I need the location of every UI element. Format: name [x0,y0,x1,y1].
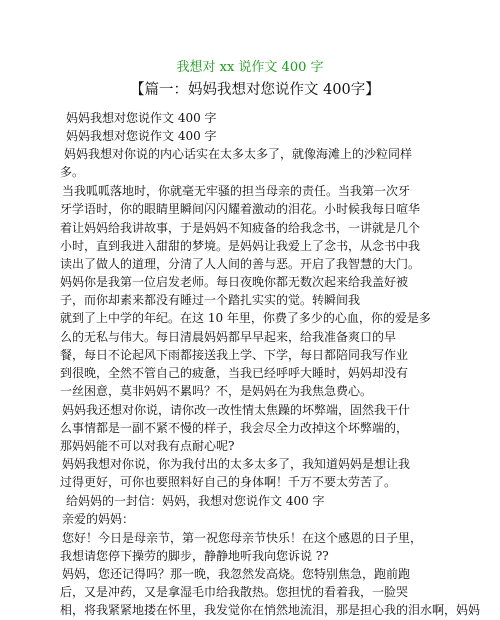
text-line: 牙学语时，你的眼睛里瞬间闪闪耀着激动的泪花。小时候我每日喧华 [60,202,421,216]
text-line: 妈妈，您还记得吗？那一晚，我忽然发高烧。您特别焦急，跑前跑 [62,567,411,581]
document-title: 我想对 xx 说作文 400 字 [176,60,324,75]
text-line: 到很晚，全然不管自己的疲惫，当我已经呼呼大睡时，妈妈却没有 [60,366,409,380]
text-line: 给妈妈的一封信：妈妈，我想对您说作文 400 字 [66,494,325,508]
text-line: 您好！今日是母亲节，第一祝您母亲节快乐！在这个感恩的日子里， [62,531,423,545]
text-line: 小时，直到我进入甜甜的梦境。是妈妈让我爱上了念书，从念书中我 [60,239,421,253]
text-line: 妈妈你是我第一位启发老师。每日夜晚你都无数次起来给我盖好被 [60,275,409,289]
text-line: 读出了做人的道理，分清了人人间的善与恶。开启了我智慧的大门。 [60,257,421,271]
text-line: 妈妈我想对你说的内心话实在太多太多了，就像海滩上的沙粒同样 [64,147,413,161]
text-line: 相，将我紧紧地搂在怀里，我发觉你在悄然地流泪，那是担心我的泪水啊，妈妈 [60,603,481,617]
text-line: 妈妈我还想对你说，请你改一改性情太焦躁的坏弊端，固然我干什 [62,403,411,417]
text-line: 后，又是冲药，又是拿湿毛巾给我散热。您担忧的看着我，一脸哭 [60,585,409,599]
text-line: 那妈妈能不可以对我有点耐心呢? [60,439,235,453]
section-heading: 【篇一：妈妈我想对您说作文 400字】 [130,82,380,98]
text-line: 当我呱呱落地时，你就毫无牢骚的担当母亲的责任。当我第一次牙 [62,184,411,198]
text-line: 妈妈我想对您说作文 400 字 [66,111,217,125]
text-line: 着让妈妈给我讲故事，于是妈妈不知疲备的给我念书，一讲就是几个 [60,221,421,235]
text-line: 餐，每日不论起风下雨都接送我上学、下学，每日都陪同我写作业 [60,348,409,362]
text-line: 妈妈我想对你说，你为我付出的太多太多了，我知道妈妈是想让我 [62,457,411,471]
text-line: 就到了上中学的年纪。在这 10 年里，你费了多少的心血，你的爱是多 [60,311,431,325]
text-line: 一丝困意，莫非妈妈不累吗？不，是妈妈在为我焦急费心。 [60,384,373,398]
text-line: 我想请您停下操劳的脚步，静静地听我向您诉说 ?? [60,549,329,563]
text-line: 多。 [60,165,85,179]
text-line: 么的无私与伟大。每日清晨妈妈都早早起来，给我准备爽口的早 [60,330,397,344]
text-line: 妈妈我想对您说作文 400 字 [66,129,217,143]
text-line: 过得更好，可你也要照料好自己的身体啊！千万不要太劳苦了。 [60,475,397,489]
text-line: 么事情都是一副不紧不慢的样子，我会尽全力改掉这个坏弊端的， [60,421,409,435]
text-line: 子，而你却素来都没有睡过一个踏扎实实的觉。转瞬间我 [60,293,361,307]
text-line: 亲爱的妈妈： [62,512,135,526]
